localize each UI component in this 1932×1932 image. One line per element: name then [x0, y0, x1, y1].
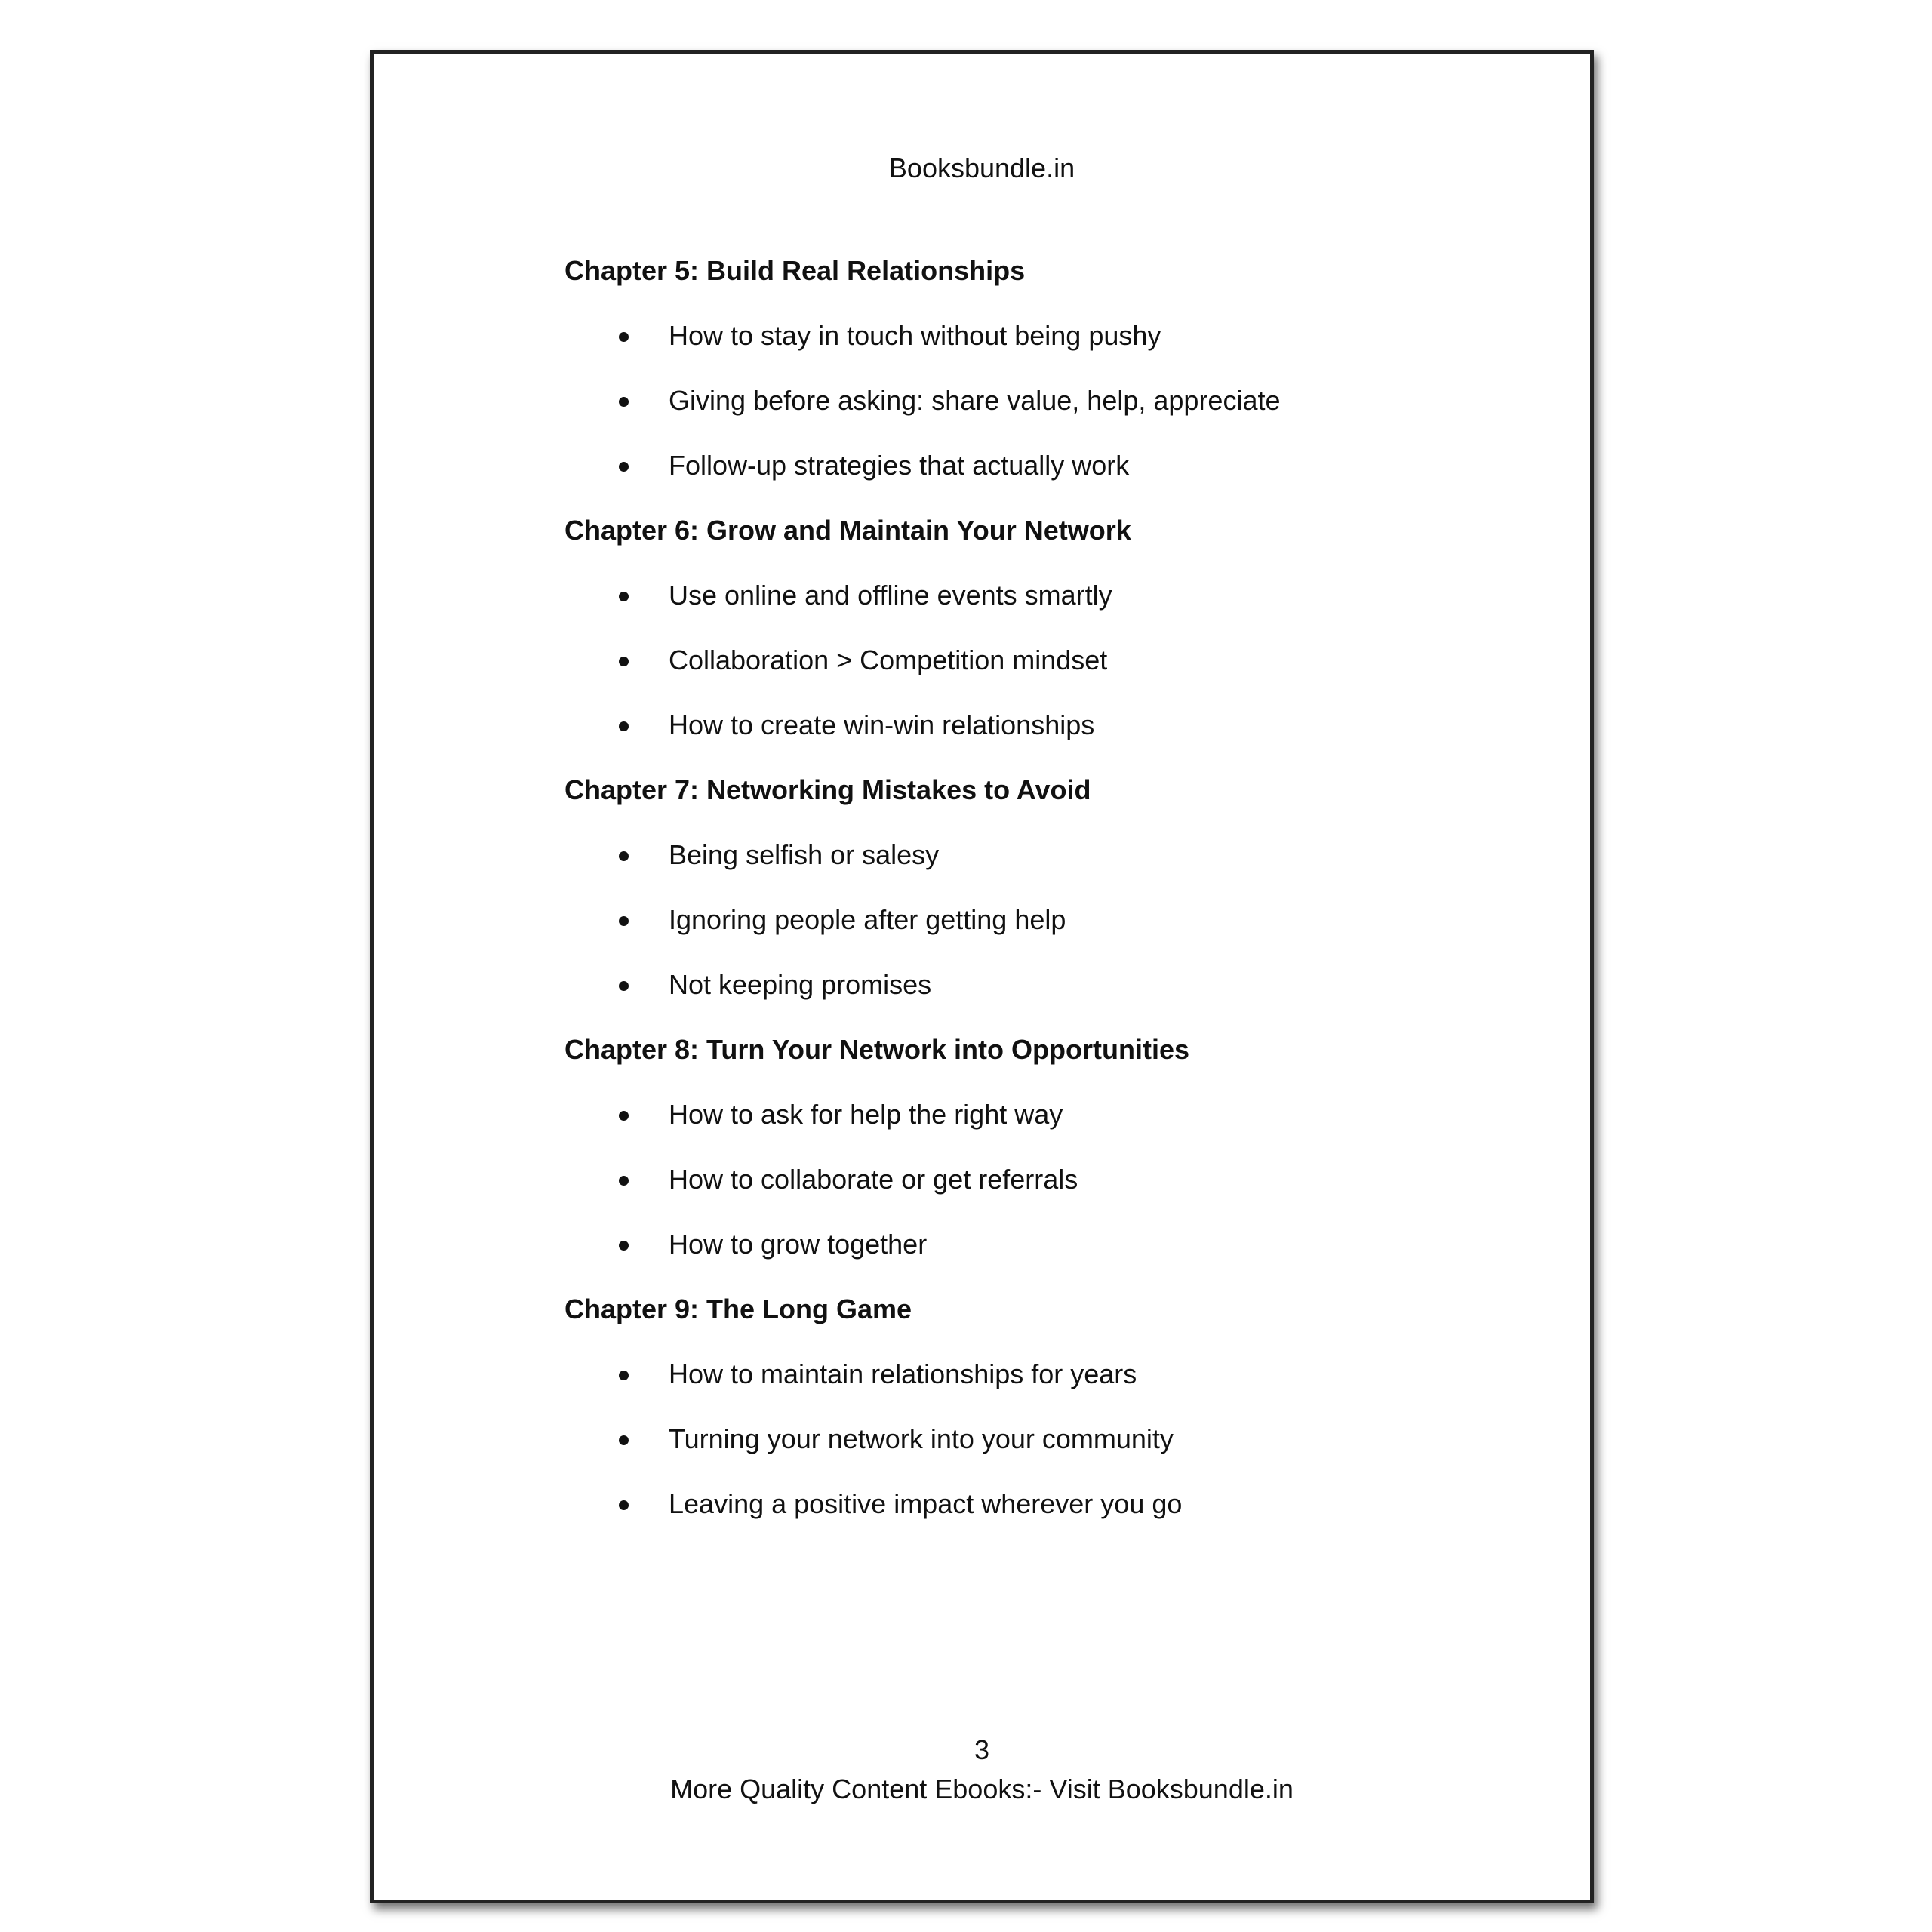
- bullet-list: [565, 1356, 1470, 1522]
- list-item-text: How to maintain relationships for years: [669, 1358, 1137, 1389]
- chapter-heading: Chapter 8: Turn Your Network into Opportunities: [565, 1034, 1190, 1065]
- list-item-text: How to stay in touch without being pushy: [669, 320, 1161, 351]
- bullet-list: [565, 1097, 1470, 1263]
- list-item: [565, 642, 1470, 678]
- list-item-text: How to create win-win relationships: [669, 709, 1095, 740]
- list-item-text: Ignoring people after getting help: [669, 904, 1066, 935]
- list-item-text: Collaboration > Competition mindset: [669, 645, 1108, 675]
- list-item: [565, 383, 1470, 419]
- bullet-icon: [619, 1435, 629, 1445]
- list-item-text: How to grow together: [669, 1229, 928, 1260]
- chapter-section: [565, 253, 1470, 484]
- bullet-icon: [619, 981, 629, 991]
- table-of-contents: [565, 253, 1470, 1551]
- chapter-section: [565, 512, 1470, 743]
- bullet-icon: [619, 851, 629, 861]
- chapter-heading: Chapter 6: Grow and Maintain Your Network: [565, 515, 1131, 546]
- list-item: [565, 1097, 1470, 1133]
- list-item-text: How to collaborate or get referrals: [669, 1164, 1078, 1195]
- chapter-heading: Chapter 5: Build Real Relationships: [565, 255, 1026, 286]
- chapter-section: [565, 1291, 1470, 1522]
- bullet-icon: [619, 462, 629, 472]
- footer-tagline: More Quality Content Ebooks:- Visit Booksbundle.in: [670, 1774, 1294, 1804]
- list-item: [565, 837, 1470, 873]
- page-number: 3: [974, 1734, 990, 1765]
- bullet-list: [565, 318, 1470, 484]
- list-item-text: Turning your network into your community: [669, 1423, 1174, 1454]
- list-item-text: Giving before asking: share value, help, appreciate: [669, 385, 1281, 416]
- chapter-section: [565, 772, 1470, 1003]
- bullet-icon: [619, 657, 629, 666]
- bullet-icon: [619, 592, 629, 601]
- list-item: [565, 1226, 1470, 1263]
- bullet-icon: [619, 1176, 629, 1186]
- list-item-text: How to ask for help the right way: [669, 1099, 1063, 1130]
- list-item: [565, 902, 1470, 938]
- list-item: [565, 967, 1470, 1003]
- list-item: [565, 448, 1470, 484]
- list-item: [565, 1161, 1470, 1198]
- bullet-icon: [619, 1500, 629, 1510]
- list-item-text: Follow-up strategies that actually work: [669, 450, 1130, 481]
- document-page: [370, 50, 1594, 1903]
- page-header: Booksbundle.in: [888, 152, 1075, 183]
- bullet-icon: [619, 721, 629, 731]
- list-item: [565, 1421, 1470, 1457]
- bullet-list: [565, 837, 1470, 1003]
- bullet-icon: [619, 332, 629, 342]
- page-footer: [374, 1730, 1590, 1809]
- bullet-icon: [619, 1111, 629, 1121]
- list-item: [565, 577, 1470, 614]
- list-item: [565, 707, 1470, 743]
- list-item-text: Leaving a positive impact wherever you go: [669, 1488, 1183, 1519]
- bullet-icon: [619, 916, 629, 926]
- bullet-icon: [619, 1371, 629, 1380]
- chapter-heading: Chapter 9: The Long Game: [565, 1294, 912, 1324]
- list-item: [565, 318, 1470, 354]
- list-item-text: Being selfish or salesy: [669, 839, 940, 870]
- chapter-section: [565, 1032, 1470, 1263]
- chapter-heading: Chapter 7: Networking Mistakes to Avoid: [565, 774, 1091, 805]
- list-item-text: Not keeping promises: [669, 969, 932, 1000]
- list-item: [565, 1486, 1470, 1522]
- list-item: [565, 1356, 1470, 1392]
- bullet-icon: [619, 1241, 629, 1251]
- list-item-text: Use online and offline events smartly: [669, 580, 1112, 611]
- bullet-list: [565, 577, 1470, 743]
- bullet-icon: [619, 397, 629, 407]
